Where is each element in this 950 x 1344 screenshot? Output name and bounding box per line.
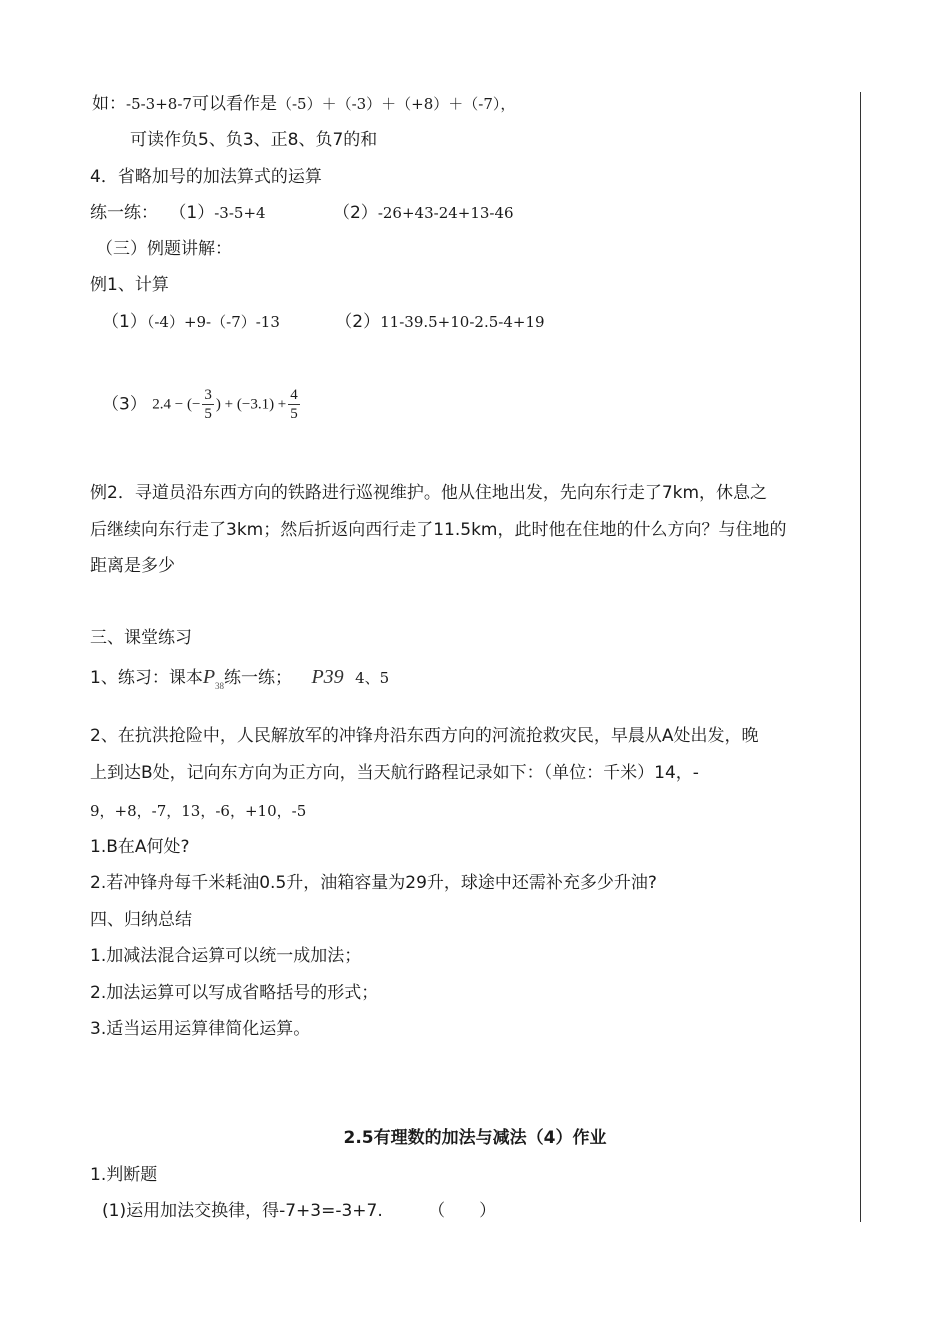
classwork-item-2-line-1: 2、在抗洪抢险中，人民解放军的冲锋舟沿东西方向的河流抢救灾民，早晨从A处出发，晚 bbox=[90, 726, 759, 746]
summary-heading: 四、归纳总结 bbox=[90, 910, 192, 930]
intro-prefix: 如： bbox=[92, 94, 126, 114]
example1-p2-expression: 11-39.5+10-2.5-4+19 bbox=[380, 313, 545, 331]
page-ref-p38-subscript: 38 bbox=[215, 681, 225, 691]
example1-heading: 例1、计算 bbox=[90, 275, 169, 295]
example2-line-1: 例2．寻道员沿东西方向的铁路进行巡视维护。他从住地出发，先向东行走了7km，休息之 bbox=[90, 483, 768, 503]
example1-problems-1-2 bbox=[102, 310, 545, 334]
example2-line-3: 距离是多少 bbox=[90, 556, 175, 576]
example1-p3-number: （3） bbox=[102, 394, 147, 415]
page-ref-p38: P bbox=[202, 666, 216, 688]
classwork-item1-mid: 练一练； bbox=[224, 668, 293, 688]
fraction-denominator: 5 bbox=[290, 406, 298, 422]
practice-line bbox=[90, 201, 514, 225]
summary-item: 3.适当运用运算律简化运算。 bbox=[90, 1019, 311, 1039]
judge-question-1 bbox=[102, 1199, 496, 1223]
example1-p2-number: （2） bbox=[335, 312, 381, 332]
practice-q1-expression: -3-5+4 bbox=[214, 204, 266, 222]
section4-heading: 4．省略加号的加法算式的运算 bbox=[90, 167, 322, 187]
judge-heading: 1.判断题 bbox=[90, 1165, 158, 1185]
intro-mid-text: 可以看作是 bbox=[191, 94, 277, 114]
classwork-item-2-line-2: 上到达B处，记向东方向为正方向，当天航行路程记录如下：（单位：千米）14，- bbox=[90, 763, 699, 783]
example2-line-2: 后继续向东行走了3km；然后折返向西行走了11.5km，此时他在住地的什么方向？与住地的 bbox=[90, 520, 787, 540]
example1-p1-expression: （-4）+9-（-7）-13 bbox=[146, 313, 280, 331]
homework-title: 2.5有理数的加法与减法（4）作业 bbox=[343, 1128, 607, 1148]
example1-p3-part2: ) + (−3.1) + bbox=[215, 396, 287, 413]
classwork-item-1 bbox=[90, 665, 389, 692]
classwork-item1-exercises: 4、5 bbox=[355, 669, 390, 687]
fraction-3-5 bbox=[202, 386, 214, 423]
classwork-item1-prefix: 1、练习：课本 bbox=[90, 668, 203, 688]
practice-q2-number: （2） bbox=[332, 203, 378, 223]
answer-blank[interactable]: （ ） bbox=[428, 1201, 497, 1221]
examples-heading: （三）例题讲解： bbox=[96, 239, 232, 259]
summary-item: 2.加法运算可以写成省略括号的形式； bbox=[90, 983, 379, 1003]
intro-sum-expression: （-5）＋（-3）＋（+8）＋（-7）， bbox=[276, 95, 516, 113]
fraction-numerator: 4 bbox=[290, 387, 298, 403]
summary-item: 1.加减法混合运算可以统一成加法； bbox=[90, 946, 362, 966]
example1-p1-number: （1） bbox=[102, 312, 147, 332]
intro-expression: -5-3+8-7 bbox=[126, 95, 192, 113]
example1-problem-3 bbox=[102, 386, 302, 426]
classwork-item-2-line-3: 9，+8，-7，13，-6，+10，-5 bbox=[90, 802, 307, 820]
fraction-numerator: 3 bbox=[204, 387, 212, 403]
intro-line-2: 可读作负5、负3、正8、负7的和 bbox=[130, 130, 378, 150]
classwork-heading: 三、课堂练习 bbox=[90, 628, 192, 648]
practice-label: 练一练： bbox=[90, 203, 158, 223]
practice-q1-number: （1） bbox=[169, 203, 215, 223]
intro-line-1 bbox=[92, 92, 515, 116]
classwork-question-1: 1.B在A何处? bbox=[90, 837, 190, 857]
example1-p3-part1: 2.4 − (− bbox=[152, 396, 201, 413]
classwork-question-2: 2.若冲锋舟每千米耗油0.5升，油箱容量为29升，球途中还需补充多少升油? bbox=[90, 873, 657, 893]
page-border-line bbox=[860, 92, 861, 1222]
judge-question-1-text: (1)运用加法交换律，得-7+3=-3+7. bbox=[102, 1201, 383, 1221]
fraction-denominator: 5 bbox=[204, 406, 212, 422]
practice-q2-expression: -26+43-24+13-46 bbox=[377, 204, 514, 222]
fraction-4-5 bbox=[288, 386, 300, 423]
page-ref-p39: P39 bbox=[311, 666, 344, 688]
